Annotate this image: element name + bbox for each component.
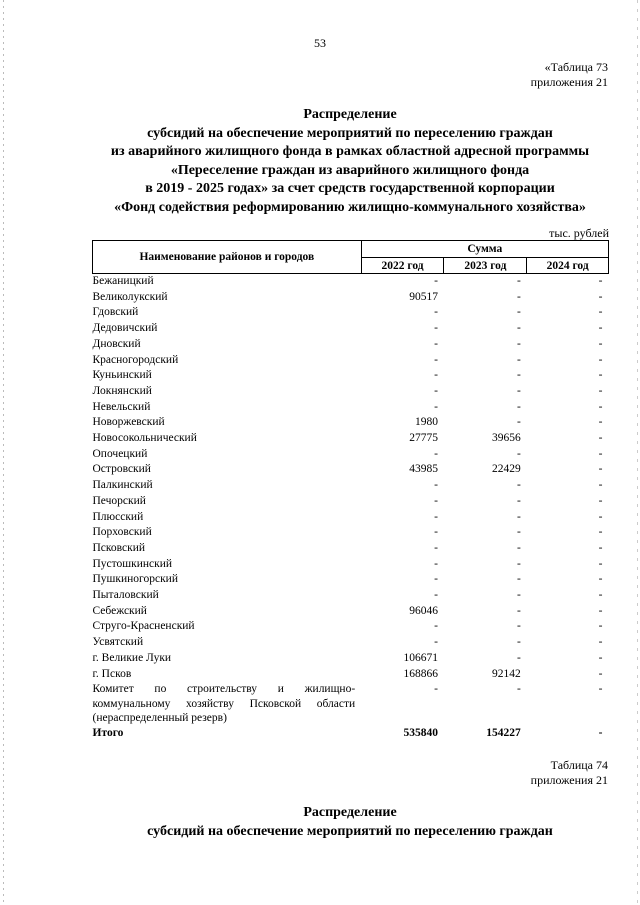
- value-2023: -: [516, 494, 521, 507]
- value-2023: -: [516, 651, 521, 664]
- value-2023: -: [516, 447, 521, 460]
- value-2023: 92142: [492, 667, 521, 680]
- table-row: [93, 400, 609, 416]
- value-2023: -: [516, 589, 521, 602]
- table-row: [93, 353, 609, 369]
- value-2024: -: [598, 337, 603, 350]
- total-name: Итого: [92, 726, 124, 739]
- district-name: Великолукский: [92, 290, 168, 303]
- district-name: Псковский: [92, 541, 146, 554]
- district-name: Островский: [92, 463, 151, 476]
- district-name: Дновский: [92, 337, 141, 350]
- header-year-2022: 2022 год: [361, 258, 444, 274]
- value-2022: -: [434, 589, 438, 602]
- table-row: [93, 290, 609, 306]
- table-row-committee: [93, 682, 609, 726]
- table73-ref-line1: «Таблица 73: [544, 60, 608, 74]
- table-row: [93, 651, 609, 667]
- header-year-2023: 2023 год: [444, 258, 527, 274]
- value-2024: -: [598, 526, 603, 539]
- value-2023: -: [516, 604, 521, 617]
- table74-title: [60, 804, 640, 841]
- table-row: [93, 431, 609, 447]
- district-name: Невельский: [92, 400, 151, 413]
- value-2022: -: [434, 306, 438, 319]
- district-name: Бежаницкий: [92, 275, 154, 287]
- table-row: [93, 447, 609, 463]
- value-2023: -: [516, 306, 521, 319]
- table73-title: [60, 106, 640, 217]
- value-2022: -: [434, 526, 438, 539]
- header-year-2024: 2024 год: [527, 258, 609, 274]
- value-2022: -: [434, 369, 438, 382]
- district-name: Гдовский: [92, 306, 139, 319]
- value-2022: 96046: [409, 604, 438, 617]
- value-2024: -: [598, 400, 603, 413]
- title73-line6: «Фонд содействия реформированию жилищно-коммунального хозяйства»: [114, 199, 586, 215]
- total-2023: 154227: [486, 726, 521, 739]
- committee-2022: -: [434, 683, 438, 696]
- table-row: [93, 337, 609, 353]
- value-2023: -: [516, 290, 521, 303]
- district-name: Плюсский: [92, 510, 144, 523]
- table-row: [93, 588, 609, 604]
- district-name: Локнянский: [92, 384, 152, 397]
- table-row: [93, 305, 609, 321]
- table-row: [93, 619, 609, 635]
- value-2022: -: [434, 400, 438, 413]
- value-2023: -: [516, 337, 521, 350]
- district-name: г. Великие Луки: [92, 651, 172, 664]
- district-name: Куньинский: [92, 369, 152, 382]
- committee-2024: -: [598, 683, 603, 696]
- district-name: Пыталовский: [92, 589, 159, 602]
- value-2022: -: [434, 620, 438, 633]
- value-2023: 22429: [492, 463, 521, 476]
- table-body: [93, 274, 609, 742]
- title73-line2: субсидий на обеспечение мероприятий по переселению граждан: [147, 125, 553, 141]
- table-row-total: [93, 726, 609, 742]
- title73-line5: в 2019 - 2025 годах» за счет средств государственной корпорации: [145, 181, 555, 196]
- value-2024: -: [598, 306, 603, 319]
- committee-2023: -: [516, 683, 521, 696]
- district-name: Печорский: [92, 494, 146, 507]
- value-2022: -: [434, 510, 438, 523]
- table73-reference: [531, 60, 608, 90]
- district-name: Новосокольнический: [92, 432, 197, 445]
- value-2024: -: [598, 604, 603, 617]
- title73-line1: Распределение: [303, 107, 397, 122]
- table74-ref-line2: приложения 21: [530, 773, 608, 787]
- value-2023: -: [516, 384, 521, 397]
- district-name: Красногородский: [92, 353, 179, 366]
- value-2024: -: [598, 589, 603, 602]
- value-2024: -: [598, 636, 603, 649]
- value-2024: -: [598, 494, 603, 507]
- district-name: Опочецкий: [92, 447, 148, 460]
- value-2023: -: [516, 275, 521, 287]
- title74-line1: Распределение: [303, 805, 397, 820]
- total-2024: -: [598, 726, 603, 739]
- district-name: Струго-Красненский: [92, 620, 195, 633]
- table-row: [93, 667, 609, 683]
- district-name: Себежский: [92, 604, 147, 617]
- table-row: [93, 572, 609, 588]
- value-2023: -: [516, 369, 521, 382]
- value-2022: -: [434, 541, 438, 554]
- title74-line2: субсидий на обеспечение мероприятий по переселению граждан: [147, 823, 553, 839]
- district-name: г. Псков: [92, 667, 132, 680]
- value-2022: -: [434, 322, 438, 335]
- value-2024: -: [598, 667, 603, 680]
- value-2024: -: [598, 463, 603, 476]
- value-2023: -: [516, 510, 521, 523]
- scan-left-edge: [3, 0, 4, 905]
- table-row: [93, 494, 609, 510]
- table74-reference: [531, 758, 608, 788]
- header-sum: Сумма: [361, 241, 608, 258]
- page-number: 53: [314, 36, 326, 50]
- district-name: Пустошкинский: [92, 557, 173, 570]
- district-name: Новоржевский: [92, 416, 165, 429]
- table-row: [93, 510, 609, 526]
- district-name: Порховский: [92, 526, 152, 539]
- value-2023: -: [516, 353, 521, 366]
- district-name: Палкинский: [92, 479, 153, 492]
- value-2023: -: [516, 573, 521, 586]
- table-row: [93, 274, 609, 290]
- value-2022: -: [434, 636, 438, 649]
- table-row: [93, 384, 609, 400]
- district-name: Дедовичский: [92, 322, 158, 335]
- value-2022: -: [434, 384, 438, 397]
- value-2024: -: [598, 651, 603, 664]
- committee-name: Комитет по строительству и жилищно-коммунальному хозяйству Псковской области (нераспределенный резерв): [92, 683, 356, 725]
- value-2024: -: [598, 557, 603, 570]
- value-2023: -: [516, 400, 521, 413]
- table-row: [93, 604, 609, 620]
- table-row: [93, 478, 609, 494]
- value-2023: -: [516, 479, 521, 492]
- value-2023: -: [516, 620, 521, 633]
- value-2022: 168866: [403, 667, 438, 680]
- value-2022: -: [434, 479, 438, 492]
- value-2022: -: [434, 447, 438, 460]
- table-row: [93, 462, 609, 478]
- header-name: Наименование районов и городов: [93, 241, 362, 274]
- value-2022: 1980: [414, 416, 438, 429]
- total-2022: 535840: [403, 726, 438, 739]
- value-2024: -: [598, 322, 603, 335]
- value-2022: 90517: [409, 290, 438, 303]
- value-2023: -: [516, 322, 521, 335]
- value-2024: -: [598, 353, 603, 366]
- district-name: Усвятский: [92, 636, 144, 649]
- table-row: [93, 541, 609, 557]
- value-2024: -: [598, 432, 603, 445]
- value-2022: -: [434, 275, 438, 287]
- table-row: [93, 557, 609, 573]
- value-2022: 43985: [409, 463, 438, 476]
- subsidy-table: [92, 240, 609, 741]
- value-2022: 27775: [409, 432, 438, 445]
- value-2024: -: [598, 479, 603, 492]
- value-2024: -: [598, 416, 603, 429]
- value-2022: -: [434, 557, 438, 570]
- value-2023: -: [516, 636, 521, 649]
- value-2022: 106671: [403, 651, 438, 664]
- value-2024: -: [598, 275, 603, 287]
- value-2023: -: [516, 416, 521, 429]
- value-2022: -: [434, 494, 438, 507]
- value-2022: -: [434, 337, 438, 350]
- table-row: [93, 368, 609, 384]
- value-2024: -: [598, 384, 603, 397]
- value-2023: 39656: [492, 432, 521, 445]
- value-2024: -: [598, 369, 603, 382]
- district-name: Пушкиногорский: [92, 573, 178, 586]
- value-2023: -: [516, 557, 521, 570]
- table-row: [93, 415, 609, 431]
- value-2022: -: [434, 573, 438, 586]
- value-2022: -: [434, 353, 438, 366]
- value-2023: -: [516, 541, 521, 554]
- value-2024: -: [598, 573, 603, 586]
- value-2024: -: [598, 510, 603, 523]
- value-2024: -: [598, 447, 603, 460]
- units-label: тыс. рублей: [549, 226, 609, 240]
- table74-ref-line1: Таблица 74: [550, 758, 608, 772]
- title73-line3: из аварийного жилищного фонда в рамках областной адресной программы: [110, 144, 590, 159]
- table-row: [93, 635, 609, 651]
- value-2024: -: [598, 620, 603, 633]
- table73-ref-line2: приложения 21: [530, 75, 608, 89]
- title73-line4: «Переселение граждан из аварийного жилищного фонда: [170, 162, 530, 178]
- value-2024: -: [598, 290, 603, 303]
- table-row: [93, 525, 609, 541]
- table-row: [93, 321, 609, 337]
- value-2023: -: [516, 526, 521, 539]
- value-2024: -: [598, 541, 603, 554]
